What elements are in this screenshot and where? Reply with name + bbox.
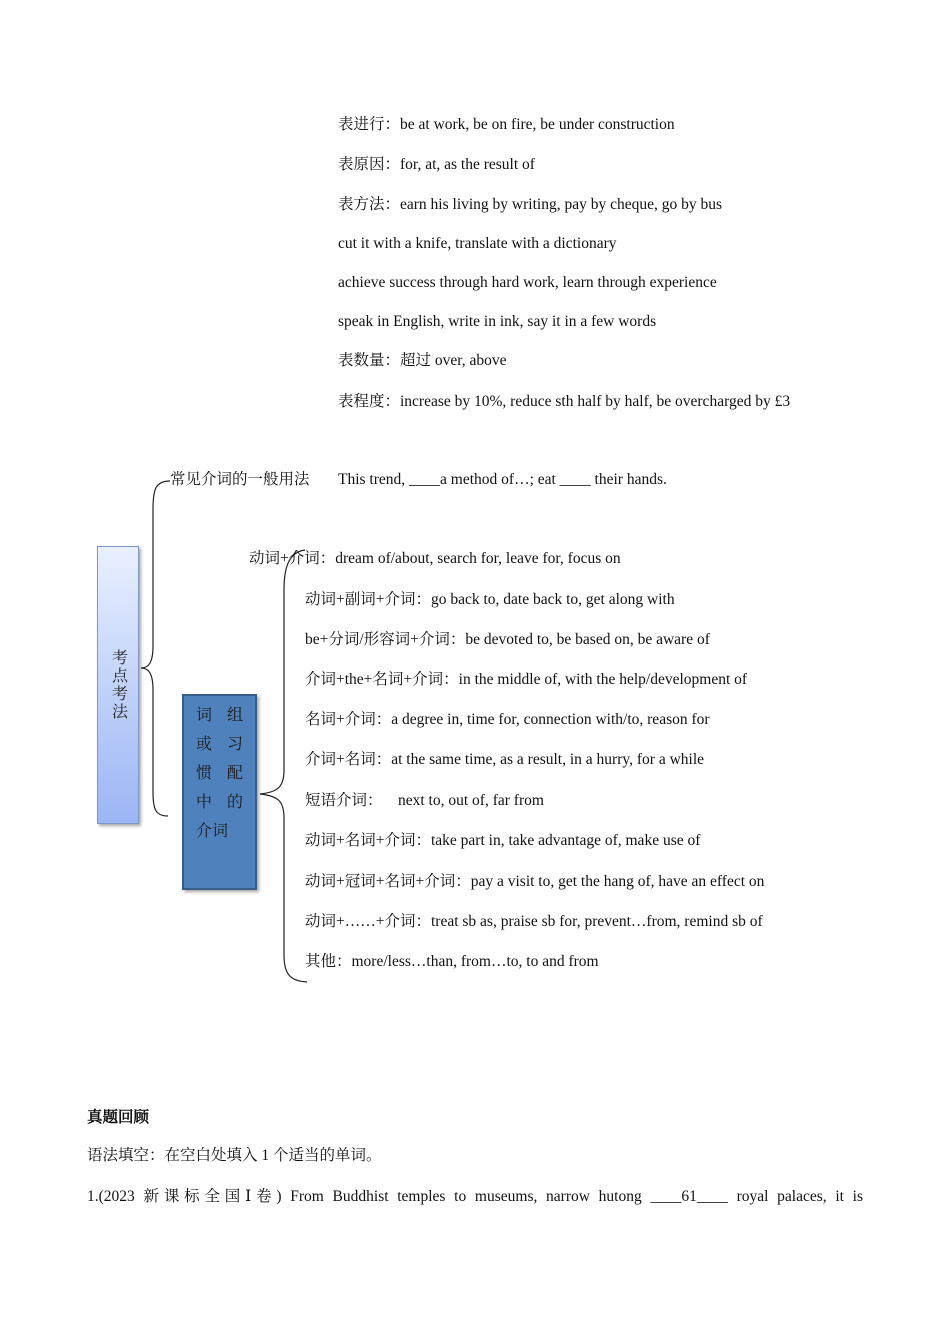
collocation-line: 动词+介词：dream of/about, search for, leave for, focus on: [249, 550, 621, 567]
box-char: 习: [227, 736, 244, 753]
box-char: 中: [196, 794, 213, 811]
usage-line: cut it with a knife, translate with a dictionary: [338, 235, 617, 252]
usage-line: 表方法：earn his living by writing, pay by cheque, go by bus: [338, 196, 723, 213]
usage-line: 表进行：be at work, be on fire, be under construction: [338, 116, 675, 133]
inner-brace: [260, 550, 307, 982]
main-topic-label: 考点考法: [109, 649, 127, 721]
collocation-line: 动词+名词+介词：take part in, take advantage of, make use of: [305, 832, 701, 849]
general-usage-label: 常见介词的一般用法: [170, 471, 310, 488]
collocation-line: 介词+名词：at the same time, as a result, in a hurry, for a while: [305, 751, 705, 768]
collocation-line: 动词+……+介词：treat sb as, praise sb for, prevent…from, remind sb of: [305, 913, 763, 930]
collocation-line: 动词+副词+介词：go back to, date back to, get along with: [305, 591, 675, 608]
collocation-line: 动词+冠词+名词+介词：pay a visit to, get the hang of, have an effect on: [305, 873, 765, 890]
box-char: 配: [227, 765, 244, 782]
general-usage-example: This trend, ____a method of…; eat ____ their hands.: [338, 471, 667, 488]
collocation-topic-box: [182, 694, 257, 890]
outer-brace: [141, 481, 170, 816]
box-char: 惯: [196, 765, 213, 782]
usage-line: 表数量：超过 over, above: [338, 352, 507, 369]
box-char: 的: [227, 794, 244, 811]
review-heading: 真题回顾: [87, 1109, 150, 1126]
review-question: 1.(2023 新课标全国Ⅰ卷) From Buddhist temples to museums, narrow hutong ____61____ royal palaces, it is: [87, 1188, 863, 1205]
collocation-line: 短语介词： next to, out of, far from: [305, 792, 544, 809]
review-instruction: 语法填空：在空白处填入 1 个适当的单词。: [87, 1147, 382, 1164]
collocation-line: 名词+介词：a degree in, time for, connection with/to, reason for: [305, 711, 710, 728]
box-char: 介词: [196, 823, 229, 840]
box-char: 词: [196, 707, 213, 724]
box-char: 组: [227, 707, 244, 724]
collocation-line: be+分词/形容词+介词：be devoted to, be based on, be aware of: [305, 631, 710, 648]
usage-line: achieve success through hard work, learn through experience: [338, 274, 717, 291]
box-char: 或: [196, 736, 213, 753]
collocation-line: 其他：more/less…than, from…to, to and from: [305, 953, 599, 970]
main-topic-box: [97, 546, 139, 824]
usage-line: 表程度：increase by 10%, reduce sth half by half, be overcharged by £3: [338, 393, 791, 410]
collocation-line: 介词+the+名词+介词：in the middle of, with the help/development of: [305, 671, 748, 688]
usage-line: speak in English, write in ink, say it in a few words: [338, 313, 657, 330]
usage-line: 表原因：for, at, as the result of: [338, 156, 535, 173]
